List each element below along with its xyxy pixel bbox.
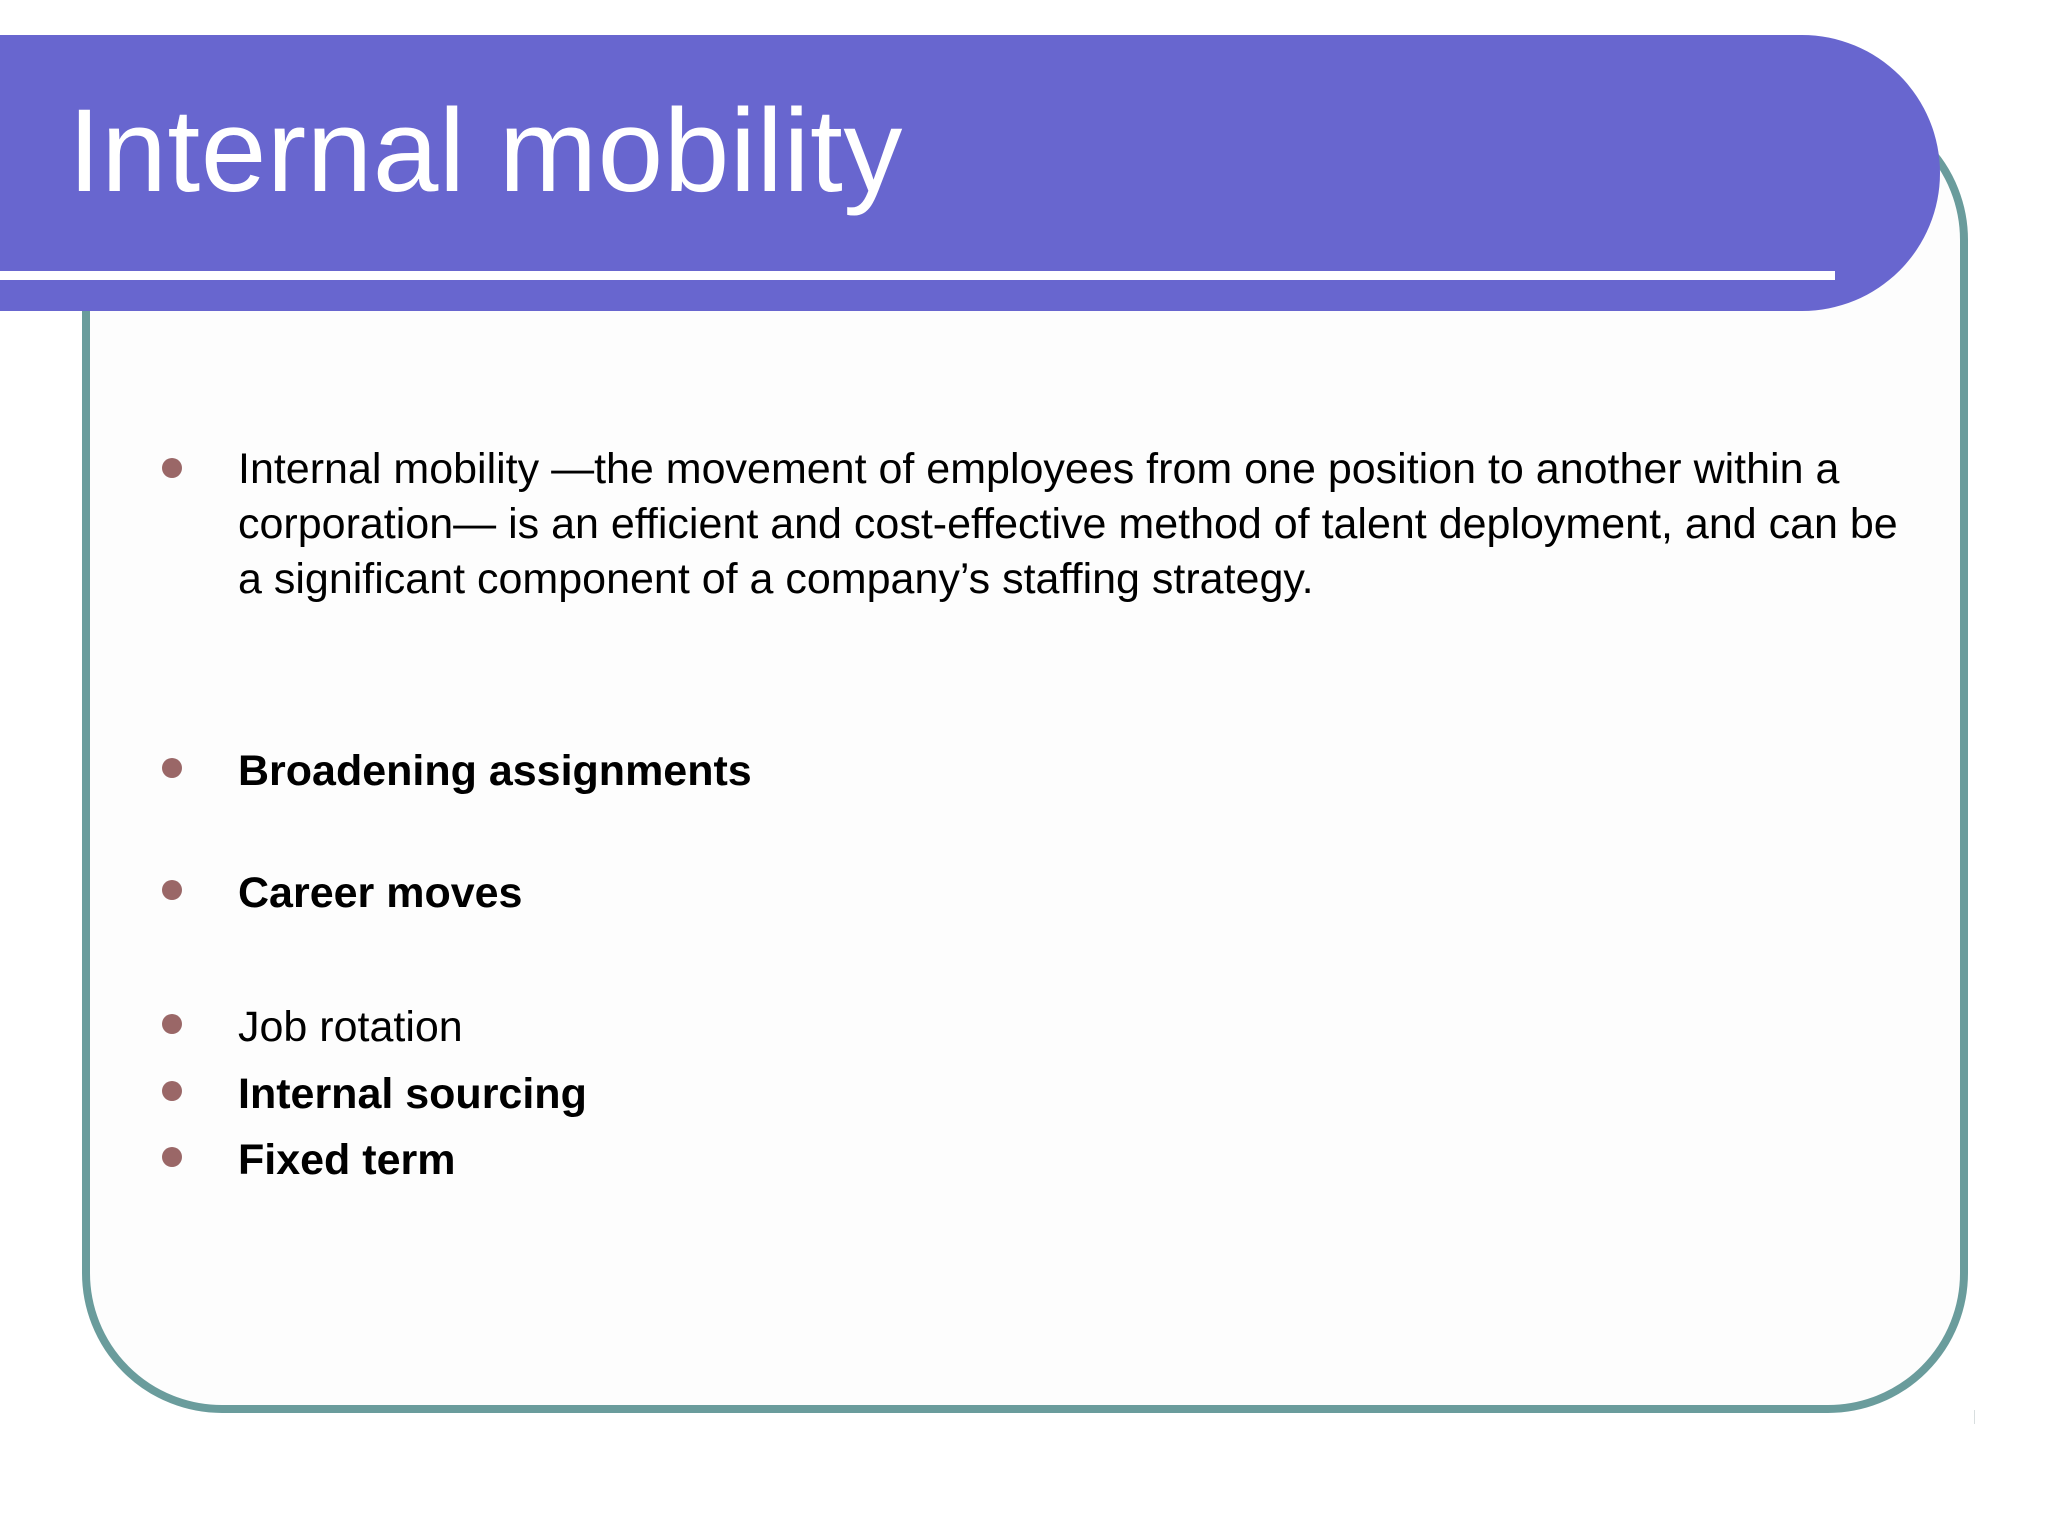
bullet-item-internal-sourcing bbox=[238, 1067, 587, 1122]
bullet-item-internal-mobility-definition bbox=[238, 442, 1933, 607]
bullet-dot-icon bbox=[162, 1081, 182, 1101]
slide-title: Internal mobility bbox=[68, 85, 903, 217]
title-divider bbox=[0, 271, 1835, 280]
bullet-text: Internal mobility —the movement of employees from one position to another within a corporation— is an efficient and cost-effective method of talent deployment, and can be a significant component of a company’s staffing strategy. bbox=[238, 445, 1898, 603]
bullet-dot-icon bbox=[162, 880, 182, 900]
bullet-dot-icon bbox=[162, 1147, 182, 1167]
bullet-text: Broadening assignments bbox=[238, 747, 752, 795]
bullet-item-broadening-assignments bbox=[238, 744, 752, 799]
bullet-text: Fixed term bbox=[238, 1136, 456, 1184]
bullet-dot-icon bbox=[162, 1014, 182, 1034]
bullet-text: Career moves bbox=[238, 869, 523, 917]
corner-mark bbox=[1974, 1410, 1975, 1424]
bullet-item-job-rotation bbox=[238, 1000, 463, 1055]
bullet-dot-icon bbox=[162, 458, 182, 478]
bullet-dot-icon bbox=[162, 758, 182, 778]
bullet-item-career-moves bbox=[238, 866, 522, 921]
bullet-item-fixed-term bbox=[238, 1133, 455, 1188]
bullet-text: Job rotation bbox=[238, 1003, 463, 1051]
bullet-text: Internal sourcing bbox=[238, 1070, 587, 1118]
